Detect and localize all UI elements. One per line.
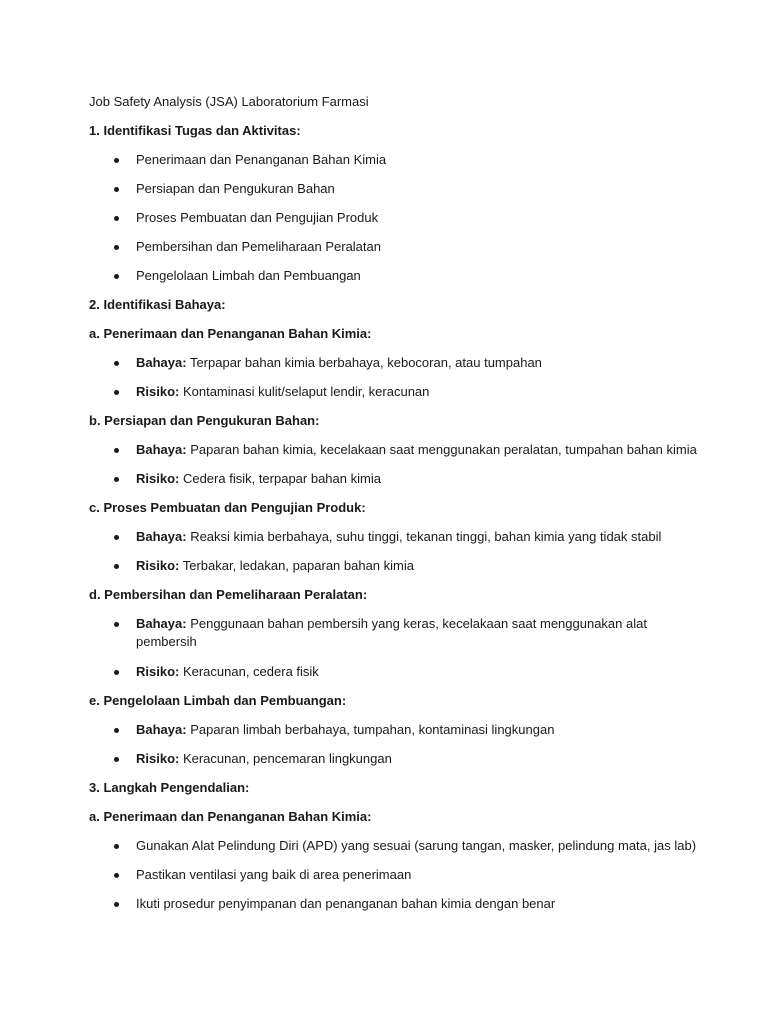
list-item: Pengelolaan Limbah dan Pembuangan (89, 267, 708, 296)
bahaya-label: Bahaya: (136, 529, 187, 544)
hazard-list (89, 354, 708, 412)
risiko-text: Keracunan, cedera fisik (179, 664, 319, 679)
list-item (89, 470, 708, 499)
list-item: Gunakan Alat Pelindung Diri (APD) yang sesuai (sarung tangan, masker, pelindung mata, jas lab) (89, 837, 708, 866)
list-item (89, 354, 708, 383)
subsection-heading: b. Persiapan dan Pengukuran Bahan: (89, 413, 320, 428)
list-item (89, 441, 708, 470)
bahaya-text: Terpapar bahan kimia berbahaya, kebocoran, atau tumpahan (186, 355, 542, 370)
bahaya-label: Bahaya: (136, 616, 187, 631)
hazard-list (89, 615, 708, 692)
risiko-text: Cedera fisik, terpapar bahan kimia (179, 471, 381, 486)
control-list (89, 837, 708, 924)
hazard-list (89, 441, 708, 499)
risiko-label: Risiko: (136, 471, 180, 486)
subsection-heading: e. Pengelolaan Limbah dan Pembuangan: (89, 693, 347, 708)
risiko-label: Risiko: (136, 384, 180, 399)
list-item (89, 615, 708, 663)
bahaya-label: Bahaya: (136, 442, 187, 457)
subsection-heading: c. Proses Pembuatan dan Pengujian Produk: (89, 500, 366, 515)
list-item: Pembersihan dan Pemeliharaan Peralatan (89, 238, 708, 267)
risiko-text: Terbakar, ledakan, paparan bahan kimia (179, 558, 414, 573)
bahaya-label: Bahaya: (136, 722, 187, 737)
list-item: Proses Pembuatan dan Pengujian Produk (89, 209, 708, 238)
bahaya-text: Paparan limbah berbahaya, tumpahan, kontaminasi lingkungan (186, 722, 555, 737)
list-item: Pastikan ventilasi yang baik di area penerimaan (89, 866, 708, 895)
list-item (89, 557, 708, 586)
list-item (89, 528, 708, 557)
section-1-heading: 1. Identifikasi Tugas dan Aktivitas: (89, 123, 301, 138)
bahaya-text: Penggunaan bahan pembersih yang keras, kecelakaan saat menggunakan alat pembersih (136, 616, 647, 649)
list-item (89, 383, 708, 412)
list-item (89, 721, 708, 750)
list-item: Ikuti prosedur penyimpanan dan penanganan bahan kimia dengan benar (89, 895, 708, 924)
subsection-heading: a. Penerimaan dan Penanganan Bahan Kimia: (89, 809, 372, 824)
risiko-label: Risiko: (136, 751, 180, 766)
bahaya-label: Bahaya: (136, 355, 187, 370)
subsection-heading: d. Pembersihan dan Pemeliharaan Peralatan: (89, 587, 368, 602)
risiko-text: Keracunan, pencemaran lingkungan (179, 751, 392, 766)
list-item: Persiapan dan Pengukuran Bahan (89, 180, 708, 209)
bahaya-text: Reaksi kimia berbahaya, suhu tinggi, tekanan tinggi, bahan kimia yang tidak stabil (186, 529, 662, 544)
task-list (89, 151, 708, 296)
list-item (89, 663, 708, 692)
section-3-heading: 3. Langkah Pengendalian: (89, 780, 250, 795)
risiko-label: Risiko: (136, 664, 180, 679)
bahaya-text: Paparan bahan kimia, kecelakaan saat menggunakan peralatan, tumpahan bahan kimia (186, 442, 697, 457)
list-item: Penerimaan dan Penanganan Bahan Kimia (89, 151, 708, 180)
document-title: Job Safety Analysis (JSA) Laboratorium Farmasi (89, 94, 369, 109)
subsection-heading: a. Penerimaan dan Penanganan Bahan Kimia: (89, 326, 372, 341)
risiko-label: Risiko: (136, 558, 180, 573)
section-2-heading: 2. Identifikasi Bahaya: (89, 297, 226, 312)
risiko-text: Kontaminasi kulit/selaput lendir, keracunan (179, 384, 430, 399)
list-item (89, 750, 708, 779)
hazard-list (89, 721, 708, 779)
hazard-list (89, 528, 708, 586)
